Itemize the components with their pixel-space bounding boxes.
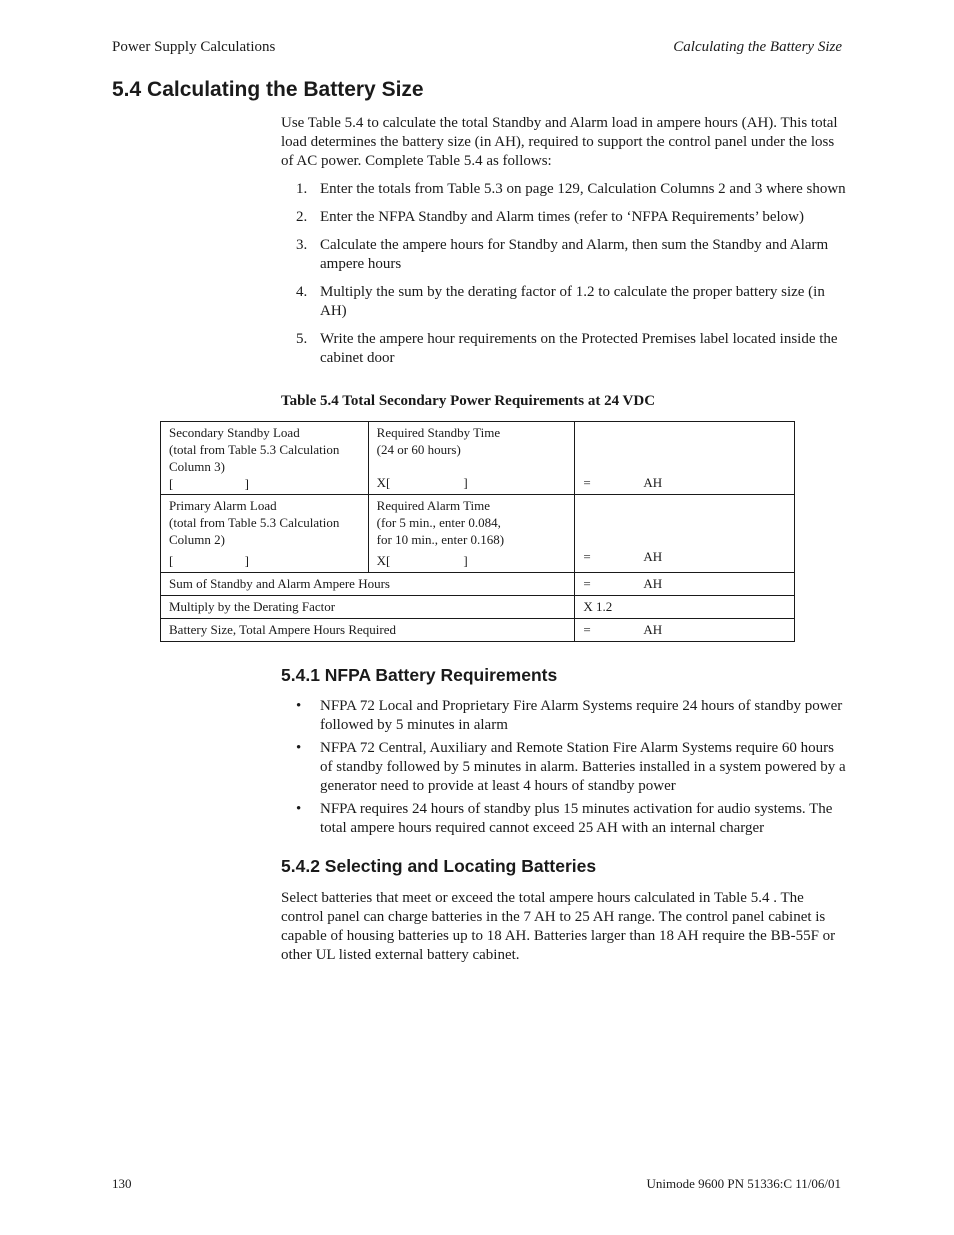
- subsection-title-batteries: 5.4.2 Selecting and Locating Batteries: [281, 856, 597, 876]
- alarm-time-cell: [368, 495, 575, 573]
- step-text: Multiply the sum by the derating factor of 1.2 to calculate the proper battery size (in AH): [320, 284, 825, 319]
- equals-sign: =: [583, 622, 591, 637]
- derate-label-cell: Multiply by the Derating Factor: [161, 596, 575, 619]
- unit-label: AH: [643, 622, 663, 637]
- total-result-cell: [575, 619, 795, 642]
- bullet-text: NFPA 72 Central, Auxiliary and Remote Station Fire Alarm Systems require 60 hours of standby followed by 5 minutes in alarm. Batteries installed in a system powered by a generator need to provide at least 4 hours of standby power: [320, 740, 846, 794]
- step-number: 3.: [296, 237, 308, 253]
- document-info: Unimode 9600 PN 51336:C 11/06/01: [646, 1176, 841, 1191]
- list-item: [281, 180, 847, 199]
- equals-sign: =: [583, 475, 591, 490]
- list-item: [281, 800, 847, 838]
- table-row: [161, 573, 795, 596]
- unit-label: AH: [643, 475, 663, 490]
- cell-text: (total from Table 5.3 Calculation: [169, 442, 340, 457]
- intro-paragraph: Use Table 5.4 to calculate the total Standby and Alarm load in ampere hours (AH). This total load determines the battery size (in AH), required to support the control panel under the loss of AC power. Complete Table 5.4 as follows:: [281, 115, 838, 169]
- cell-text: (24 or 60 hours): [376, 442, 461, 457]
- bullet-icon: •: [296, 740, 302, 756]
- equals-sign: =: [583, 576, 591, 591]
- step-number: 2.: [296, 209, 308, 225]
- list-item: [281, 739, 847, 796]
- bullet-icon: •: [296, 801, 302, 817]
- alarm-result-cell: [575, 495, 795, 573]
- steps-list: [281, 180, 847, 377]
- standby-time-cell: [368, 422, 575, 495]
- nfpa-requirements-list: [281, 697, 847, 842]
- page-number: 130: [112, 1176, 132, 1191]
- step-number: 4.: [296, 284, 308, 300]
- step-number: 1.: [296, 181, 308, 197]
- bullet-text: NFPA requires 24 hours of standby plus 15 minutes activation for audio systems. The total ampere hours required cannot exceed 25 AH with an internal charger: [320, 801, 833, 836]
- list-item: [281, 208, 847, 227]
- table-row: [161, 596, 795, 619]
- standby-load-input[interactable]: [ ]: [169, 476, 249, 491]
- list-item: [281, 330, 847, 368]
- unit-label: AH: [643, 576, 663, 591]
- alarm-load-cell: [161, 495, 369, 573]
- sum-label-cell: Sum of Standby and Alarm Ampere Hours: [161, 573, 575, 596]
- standby-load-cell: [161, 422, 369, 495]
- bullet-text: NFPA 72 Local and Proprietary Fire Alarm Systems require 24 hours of standby power followed by 5 minutes in alarm: [320, 698, 843, 733]
- batteries-paragraph: Select batteries that meet or exceed the total ampere hours calculated in Table 5.4 . The control panel can charge batteries in the 7 AH to 25 AH range. The control panel cabinet is capable of housing batteries up to 18 AH. Batteries larger than 18 AH require the BB-55F or other UL listed external battery cabinet.: [281, 890, 836, 963]
- table-row: [161, 422, 795, 495]
- running-header-right: Calculating the Battery Size: [673, 39, 842, 55]
- sum-result-cell: [575, 573, 795, 596]
- table-caption: Table 5.4 Total Secondary Power Requirements at 24 VDC: [281, 393, 656, 409]
- table-row: [161, 495, 795, 573]
- list-item: [281, 283, 847, 321]
- section-title: 5.4 Calculating the Battery Size: [112, 78, 424, 101]
- cell-text: Secondary Standby Load: [169, 425, 300, 440]
- step-number: 5.: [296, 331, 308, 347]
- cell-text: Required Standby Time: [376, 425, 501, 440]
- cell-text: Column 3): [169, 459, 225, 474]
- unit-label: AH: [643, 549, 663, 564]
- running-header-left: Power Supply Calculations: [112, 39, 276, 55]
- step-text: Calculate the ampere hours for Standby and Alarm, then sum the Standby and Alarm ampere hours: [320, 237, 829, 272]
- cell-text: (for 5 min., enter 0.084,: [376, 515, 501, 530]
- cell-text: Primary Alarm Load: [169, 498, 277, 513]
- alarm-load-input[interactable]: [ ]: [169, 553, 249, 568]
- alarm-time-input[interactable]: X[ ]: [376, 553, 468, 568]
- subsection-title-nfpa: 5.4.1 NFPA Battery Requirements: [281, 665, 558, 685]
- table-row: [161, 619, 795, 642]
- cell-text: for 10 min., enter 0.168): [376, 532, 505, 547]
- cell-text: Column 2): [169, 532, 225, 547]
- step-text: Enter the totals from Table 5.3 on page 129, Calculation Columns 2 and 3 where shown: [320, 181, 846, 197]
- cell-text: Required Alarm Time: [376, 498, 491, 513]
- cell-text: (total from Table 5.3 Calculation: [169, 515, 340, 530]
- power-requirements-table: [160, 421, 795, 642]
- standby-result-cell: [575, 422, 795, 495]
- bullet-icon: •: [296, 698, 302, 714]
- total-label-cell: Battery Size, Total Ampere Hours Required: [161, 619, 575, 642]
- list-item: [281, 697, 847, 735]
- list-item: [281, 236, 847, 274]
- equals-sign: =: [583, 549, 591, 564]
- step-text: Enter the NFPA Standby and Alarm times (refer to ‘NFPA Requirements’ below): [320, 209, 804, 225]
- derate-value-cell: X 1.2: [575, 596, 795, 619]
- step-text: Write the ampere hour requirements on the Protected Premises label located inside the cabinet door: [320, 331, 838, 366]
- standby-time-input[interactable]: X[ ]: [376, 475, 468, 490]
